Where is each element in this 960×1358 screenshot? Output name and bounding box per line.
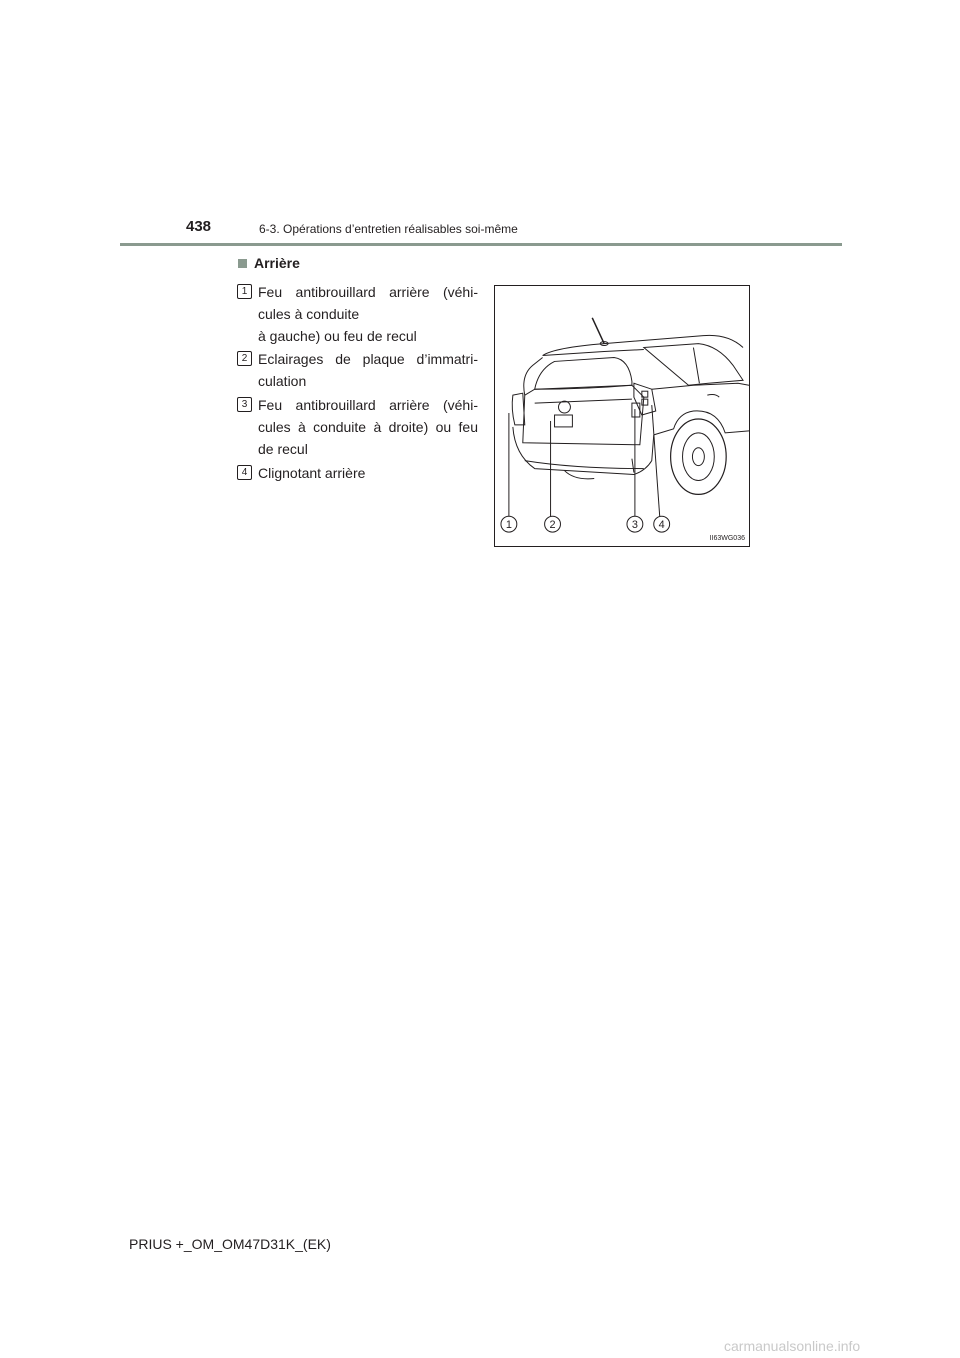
- header-divider: [120, 243, 842, 246]
- number-badge: 3: [237, 397, 252, 412]
- page-number: 438: [186, 218, 212, 235]
- car-rear-drawing: [495, 286, 749, 546]
- text-line: Feu antibrouillard arrière (véhi-: [258, 397, 478, 413]
- text-line: cules à conduite à droite) ou feu: [258, 419, 478, 435]
- text-line: à gauche) ou feu de recul: [258, 328, 417, 344]
- text-line: Feu antibrouillard arrière (véhi-: [258, 284, 478, 300]
- watermark: carmanualsonline.info: [724, 1338, 861, 1354]
- callout-1: 1: [505, 519, 512, 532]
- section-title: 6-3. Opérations d’entretien réalisables soi-même: [259, 222, 518, 236]
- heading-text: Arrière: [254, 255, 300, 271]
- list-item-text: [258, 394, 478, 460]
- number-badge: 1: [237, 284, 252, 299]
- callout-4: 4: [658, 519, 665, 532]
- text-line: cules à conduite: [258, 306, 360, 322]
- square-bullet-icon: [238, 259, 247, 268]
- text-line: Eclairages de plaque d’immatri-: [258, 351, 478, 367]
- text-line: culation: [258, 373, 307, 389]
- section-heading: [238, 255, 300, 271]
- figure-code: II63WG036: [709, 535, 745, 542]
- number-badge: 2: [237, 351, 252, 366]
- callout-2: 2: [549, 519, 556, 532]
- number-badge: 4: [237, 465, 252, 480]
- list-item-text: [258, 348, 478, 392]
- footer-doc-id: PRIUS +_OM_OM47D31K_(EK): [129, 1236, 331, 1252]
- text-line: Clignotant arrière: [258, 465, 366, 481]
- list-item-text: [258, 462, 478, 484]
- rear-lights-illustration: [494, 285, 750, 547]
- callout-3: 3: [631, 519, 638, 532]
- text-line: de recul: [258, 441, 308, 457]
- list-item-text: [258, 281, 478, 347]
